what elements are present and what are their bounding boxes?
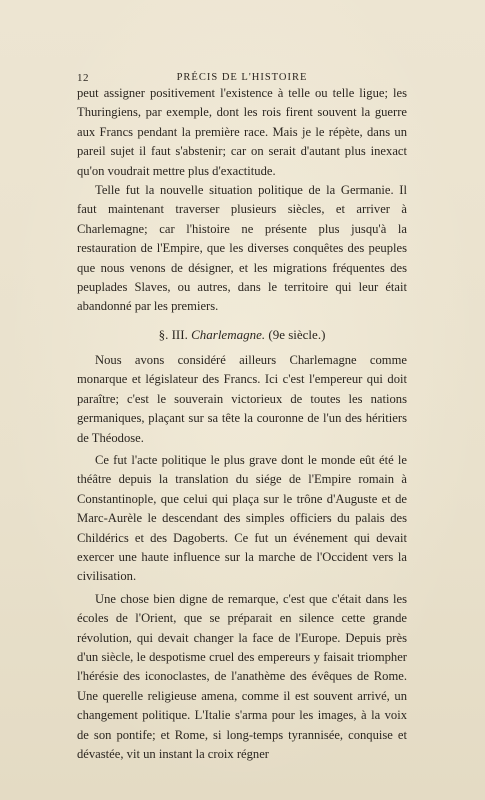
running-title: PRÉCIS DE L'HISTOIRE [176, 72, 308, 83]
section-number: §. III. [158, 326, 188, 342]
body-text [77, 84, 407, 764]
page-number: 12 [77, 72, 89, 84]
paragraph-acte-politique: Ce fut l'acte politique le plus grave dont le monde eût été le théâtre depuis la translation du siége de l'Empire romain à Constantinople, que celui qui plaça sur le trône d'Auguste et de Marc-Aurèle le descendant des simples officiers du palais des Childérics et des Dagoberts. Ce fut un événement qui devait exercer une haute influence sur la marche de l'Occident vers la civilisation. [77, 452, 407, 584]
paragraph-germanie: Telle fut la nouvelle situation politique de la Germanie. Il faut maintenant traverser plusieurs siècles, et arriver à Charlemagne; car l'histoire ne présente plus jusqu'à la restauration de l'Empire, que les diverses conquêtes des peuples que nous venons de désigner, et les migrations fréquentes des peuplades Slaves, ou autres, dans le territoire qui leur était abandonné par les premiers. [77, 183, 407, 314]
section-heading [77, 325, 407, 345]
section-century: (9e siècle.) [268, 326, 326, 342]
paragraph-continuation: peut assigner positivement l'existence à telle ou telle ligue; les Thuringiens, par exemple, dont les rois firent souvent la guerre aux Francs pendant la première race. Mais je le répète, dans un pareil sujet il faut s'abstenir; car on serait d'autant plus inexact qu'on voudrait mettre plus d'exactitude. [77, 86, 407, 178]
paragraph-revolution: Une chose bien digne de remarque, c'est que c'était dans les écoles de l'Orient, que se préparait en silence cette grande révolution, qui devait changer la face de l'Europe. Depuis près d'un siècle, le despotisme cruel des empereurs y faisait triompher l'hérésie des iconoclastes, de l'anathème des évêques de Rome. Une querelle religieuse amena, comme il est souvent arrivé, un changement politique. L'Italie s'arma pour les images, à la voix de son pontife; et Rome, si long-temps tyrannisée, conquise et dévastée, vit un instant la croix régner [77, 591, 407, 761]
section-title: Charlemagne. [191, 326, 266, 342]
paragraph-charlemagne: Nous avons considéré ailleurs Charlemagne comme monarque et législateur des Francs. Ici c'est l'empereur qui doit paraître; c'est le souverain victorieux de toutes les nations germaniques, plaçant sur sa tête la couronne de l'un des héritiers de Théodose. [77, 352, 407, 445]
